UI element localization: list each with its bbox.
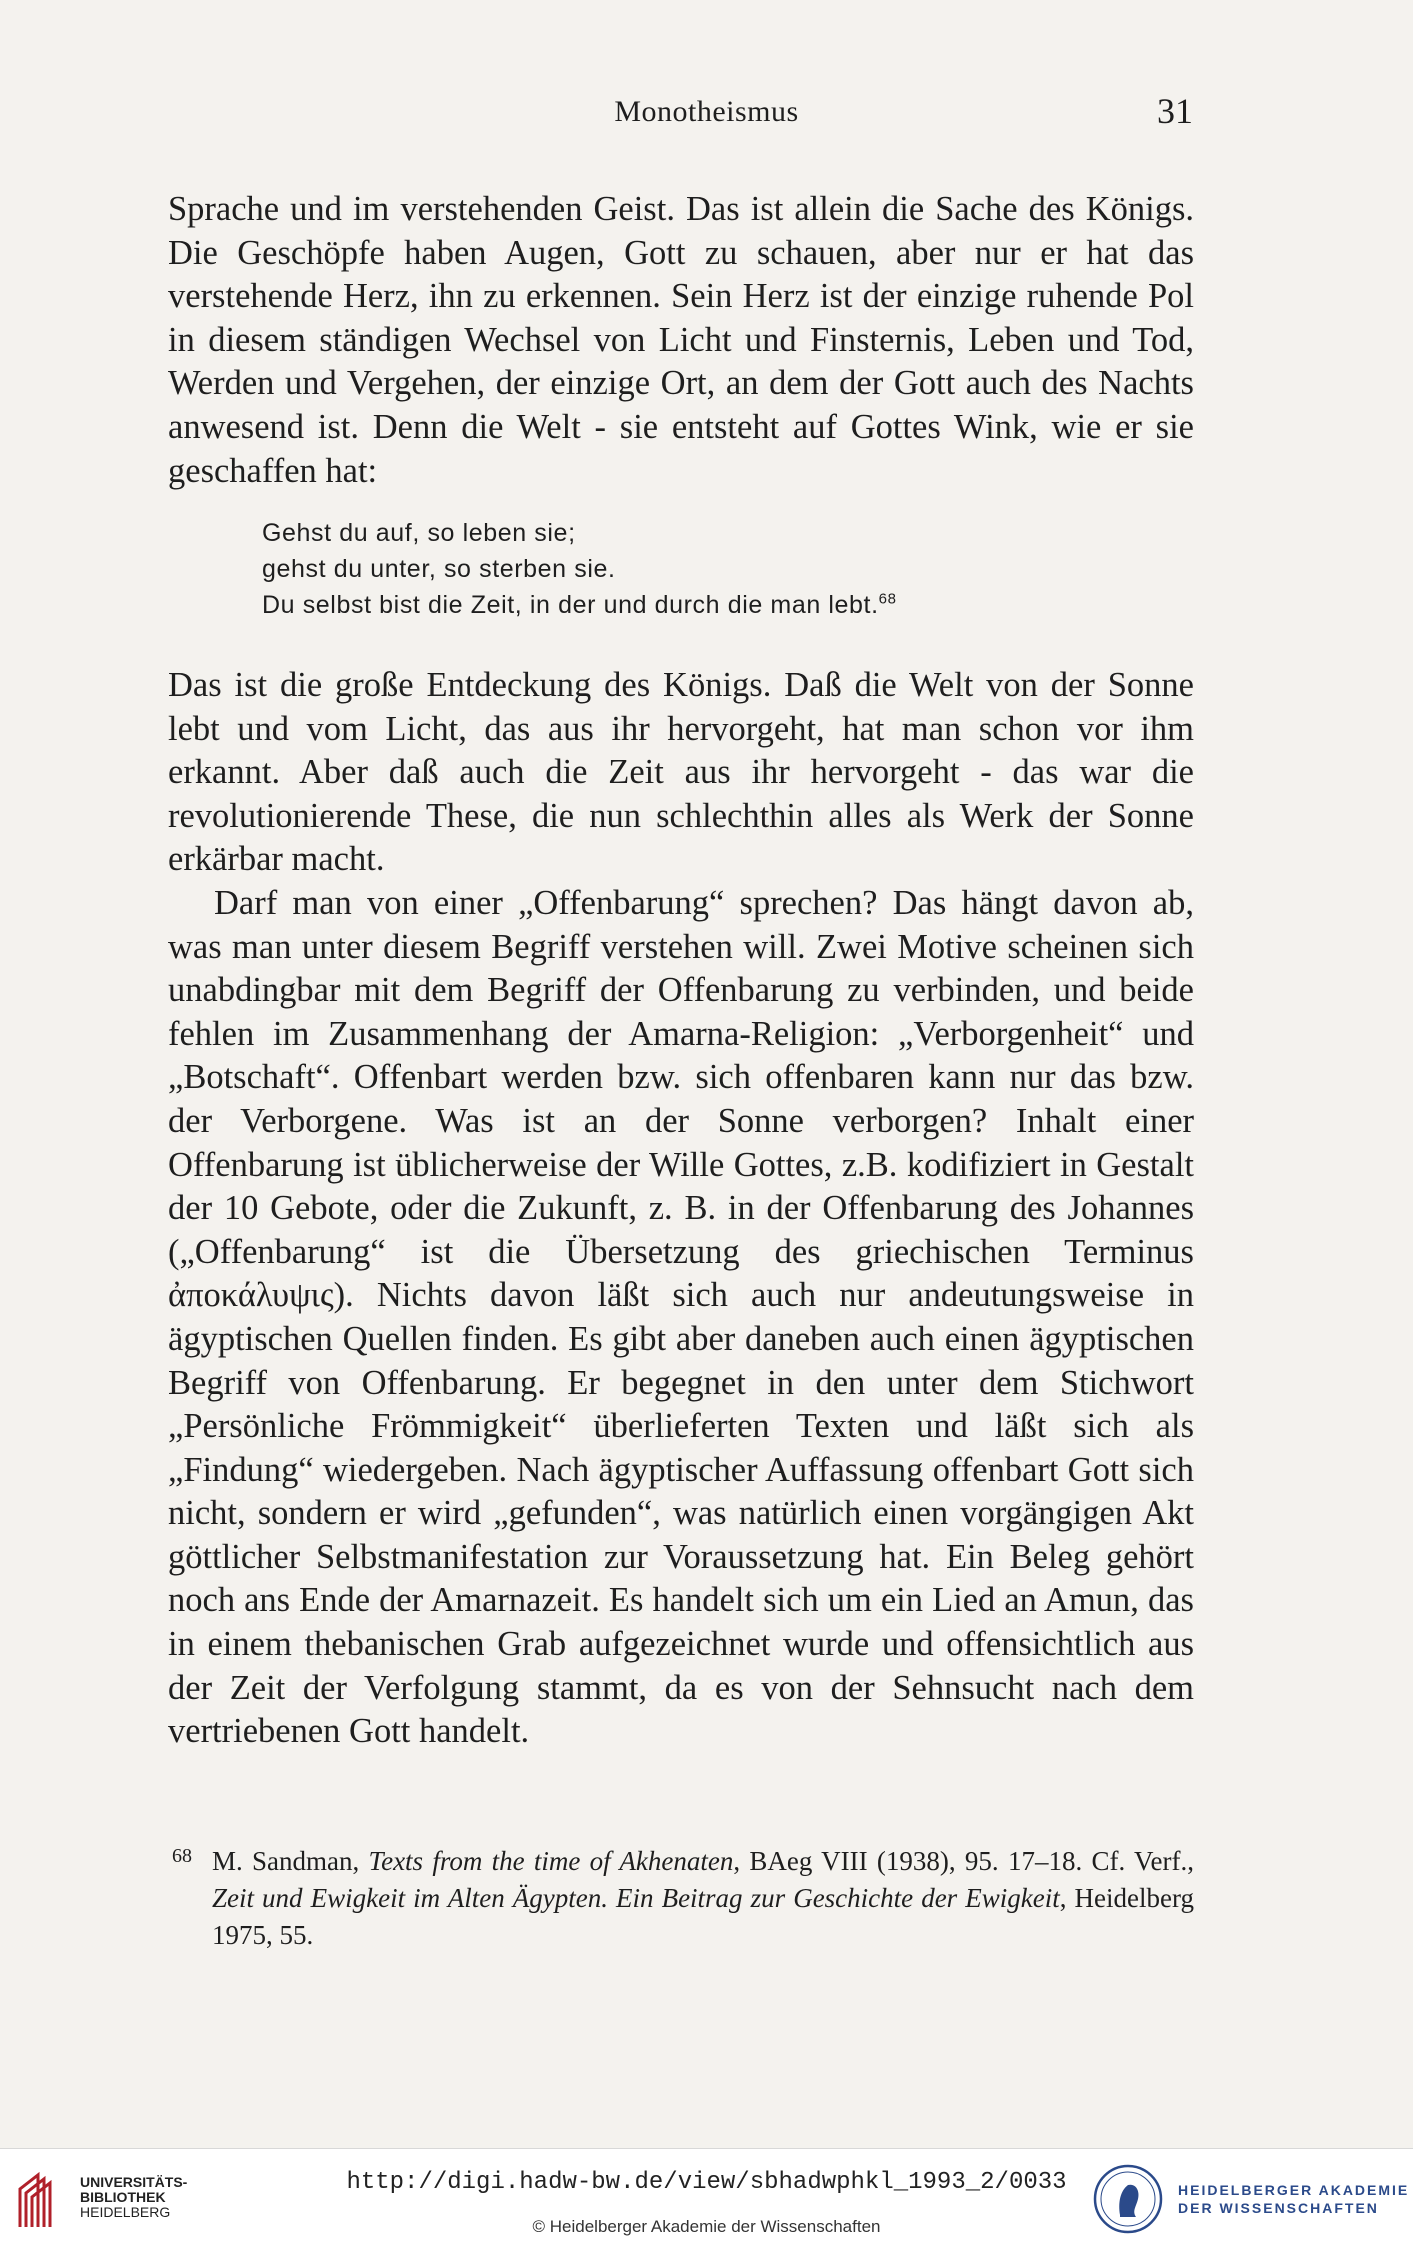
verse-line-3-text: Du selbst bist die Zeit, in der und durch die man lebt.: [262, 591, 879, 619]
running-header: Monotheismus: [614, 95, 799, 128]
footnote-text-1: M. Sandman,: [212, 1846, 369, 1876]
permalink-url[interactable]: http://digi.hadw-bw.de/view/sbhadwphkl_1993_2/0033: [346, 2169, 1067, 2196]
academy-name-line-1: HEIDELBERGER AKADEMIE: [1178, 2182, 1410, 2198]
library-name-line-3: HEIDELBERG: [80, 2204, 171, 2220]
academy-name-line-2: DER WISSENSCHAFTEN: [1178, 2200, 1379, 2216]
paragraph-text-2: Das ist die große Entdeckung des Königs. Daß die Welt von der Sonne lebt und vom Licht, das aus ihr hervorgeht, hat man schon vor ihm erkannt. Aber daß auch die Zeit aus ihr hervorgeht - das war die revolutionierende These, die nun schlechthin alles als Werk der Sonne erkärbar macht.: [168, 666, 1194, 879]
paragraph-text: Sprache und im verstehenden Geist. Das ist allein die Sache des Königs. Die Geschöpfe haben Augen, Gott zu schauen, aber nur er hat das verstehende Herz, ihn zu erkennen. Sein Herz ist der einzige ruhende Pol in diesem ständigen Wechsel von Licht und Finsternis, Leben und Tod, Werden und Vergehen, der einzige Ort, an dem der Gott auch des Nachts anwesend ist. Denn die Welt - sie entsteht auf Gottes Wink, wie er sie geschaffen hat:: [168, 190, 1194, 490]
verse-line-3: [262, 587, 897, 623]
academy-seal-icon: [1092, 2163, 1164, 2235]
copyright-notice: © Heidelberger Akademie der Wissenschaften: [532, 2217, 881, 2236]
page-number: 31: [1157, 91, 1193, 131]
academy-name: [1178, 2181, 1409, 2217]
paragraph-text-3: Darf man von einer „Offenbarung“ sprechen? Das hängt davon ab, was man unter diesem Begriff verstehen will. Zwei Motive scheinen sich unabdingbar mit dem Begriff der Offenbarung zu verbinden, und beide fehlen im Zusammenhang der Amarna-Religion: „Verborgenheit“ und „Botschaft“. Offenbart werden bzw. sich offenbaren kann nur das bzw. der Verborgene. Was ist an der Sonne verborgen? Inhalt einer Offenbarung ist üblicherweise der Wille Gottes, z.B. kodifiziert in Gestalt der 10 Gebote, oder die Zukunft, z. B. in der Offenbarung des Johannes („Offenbarung“ ist die Übersetzung des griechischen Terminus ἀποκάλυψις). Nichts davon läßt sich auch nur andeutungsweise in ägyptischen Quellen finden. Es gibt aber daneben auch einen ägyptischen Begriff von Offenbarung. Er begegnet in den unter dem Stichwort „Persönliche Frömmigkeit“ überlieferten Texten und läßt sich als „Findung“ wiedergeben. Nach ägyptischer Auffassung offenbart Gott sich nicht, sondern er wird „gefunden“, was natürlich einen vorgängigen Akt göttlicher Selbstmanifestation zur Voraussetzung hat. Ein Beleg gehört noch ans Ende der Amarnazeit. Es handelt sich um ein Lied an Amun, das in einem thebanischen Grab aufgezeichnet wurde und offensichtlich aus der Zeit der Verfolgung stammt, da es von der Sehnsucht nach dem vertriebenen Gott handelt.: [168, 883, 1194, 1751]
footnote-title-2: Zeit und Ewigkeit im Alten Ägypten. Ein Beitrag zur Geschichte der Ewigkeit: [212, 1883, 1060, 1913]
verse-line-2: gehst du unter, so sterben sie.: [262, 555, 616, 583]
library-name-line-2: BIBLIOTHEK: [80, 2189, 166, 2205]
footnote-number: 68: [172, 1845, 192, 1867]
footnote-reference[interactable]: 68: [878, 590, 897, 608]
body-paragraph-1: [168, 188, 1194, 493]
footnote-text-2: , BAeg VIII (1938), 95. 17–18. Cf. Verf.,: [733, 1846, 1194, 1876]
footnote: [172, 1838, 1194, 1954]
footnote-title-1: Texts from the time of Akhenaten: [368, 1846, 734, 1876]
footnote-text-3: , Heidelberg 1975, 55.: [212, 1883, 1194, 1950]
digitization-footer: [0, 2148, 1413, 2249]
footnote-body: [172, 1838, 1194, 1954]
quoted-verse: [262, 515, 897, 623]
verse-line-1: Gehst du auf, so leben sie;: [262, 519, 576, 547]
body-paragraphs-2-3: [168, 664, 1194, 1754]
library-name-line-1: UNIVERSITÄTS-: [80, 2174, 188, 2190]
